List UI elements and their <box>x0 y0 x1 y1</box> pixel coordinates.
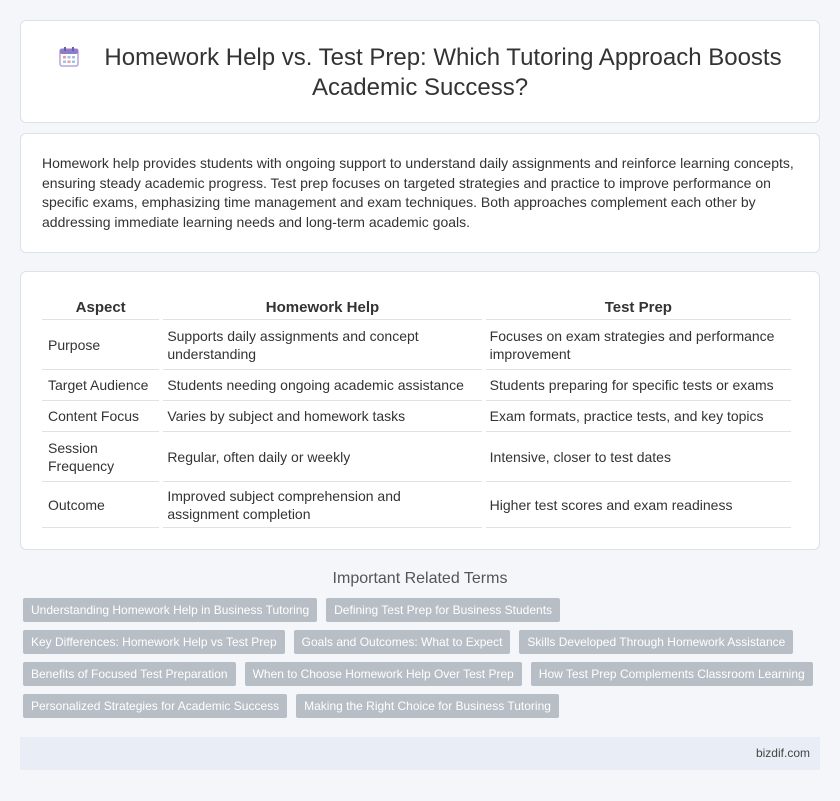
cell-test-prep: Exam formats, practice tests, and key topics <box>486 401 791 432</box>
table-row <box>42 432 791 482</box>
related-term-tag[interactable]: Defining Test Prep for Business Students <box>326 598 560 622</box>
intro-paragraph: Homework help provides students with ongoing support to understand daily assignments and reinforce learning concepts, ensuring steady academic progress. Test prep focuses on targeted strategies and practice to improve performance on specific exams, emphasizing time management and exam techniques. Both approaches complement each other by addressing immediate learning needs and long-term academic goals. <box>42 155 794 230</box>
page-title: Homework Help vs. Test Prep: Which Tutoring Approach Boosts Academic Success? <box>104 44 782 101</box>
cell-aspect: Outcome <box>42 482 159 528</box>
related-terms-tags <box>20 598 820 718</box>
related-term-tag[interactable]: Goals and Outcomes: What to Expect <box>294 630 511 654</box>
page-title-wrap <box>21 43 819 103</box>
related-term-tag[interactable]: Skills Developed Through Homework Assistance <box>519 630 793 654</box>
cell-homework-help: Supports daily assignments and concept understanding <box>163 320 481 370</box>
cell-test-prep: Intensive, closer to test dates <box>486 432 791 482</box>
related-term-tag[interactable]: Benefits of Focused Test Preparation <box>23 662 236 686</box>
intro-card <box>20 133 820 253</box>
footer-bar <box>20 737 820 770</box>
cell-test-prep: Higher test scores and exam readiness <box>486 482 791 528</box>
header-homework-help: Homework Help <box>163 292 481 320</box>
cell-homework-help: Varies by subject and homework tasks <box>163 401 481 432</box>
related-term-tag[interactable]: Understanding Homework Help in Business Tutoring <box>23 598 317 622</box>
comparison-table-card <box>20 271 820 550</box>
table-row <box>42 370 791 401</box>
related-terms-heading: Important Related Terms <box>332 570 508 587</box>
table-row <box>42 320 791 370</box>
cell-aspect: Purpose <box>42 320 159 370</box>
related-term-tag[interactable]: Making the Right Choice for Business Tutoring <box>296 694 559 718</box>
table-header-row <box>42 292 791 320</box>
related-term-tag[interactable]: Key Differences: Homework Help vs Test Prep <box>23 630 285 654</box>
cell-aspect: Session Frequency <box>42 432 159 482</box>
related-term-tag[interactable]: How Test Prep Complements Classroom Learning <box>531 662 813 686</box>
header-test-prep: Test Prep <box>486 292 791 320</box>
related-term-tag[interactable]: When to Choose Homework Help Over Test Prep <box>245 662 522 686</box>
cell-test-prep: Students preparing for specific tests or exams <box>486 370 791 401</box>
table-row <box>42 401 791 432</box>
table-row <box>42 482 791 528</box>
cell-aspect: Content Focus <box>42 401 159 432</box>
cell-homework-help: Students needing ongoing academic assistance <box>163 370 481 401</box>
cell-test-prep: Focuses on exam strategies and performance improvement <box>486 320 791 370</box>
comparison-table <box>38 292 795 528</box>
calendar-icon <box>58 46 80 68</box>
header-aspect: Aspect <box>42 292 159 320</box>
cell-aspect: Target Audience <box>42 370 159 401</box>
related-term-tag[interactable]: Personalized Strategies for Academic Success <box>23 694 287 718</box>
footer-site-link[interactable]: bizdif.com <box>755 746 810 760</box>
cell-homework-help: Improved subject comprehension and assignment completion <box>163 482 481 528</box>
header-card <box>20 20 820 123</box>
cell-homework-help: Regular, often daily or weekly <box>163 432 481 482</box>
